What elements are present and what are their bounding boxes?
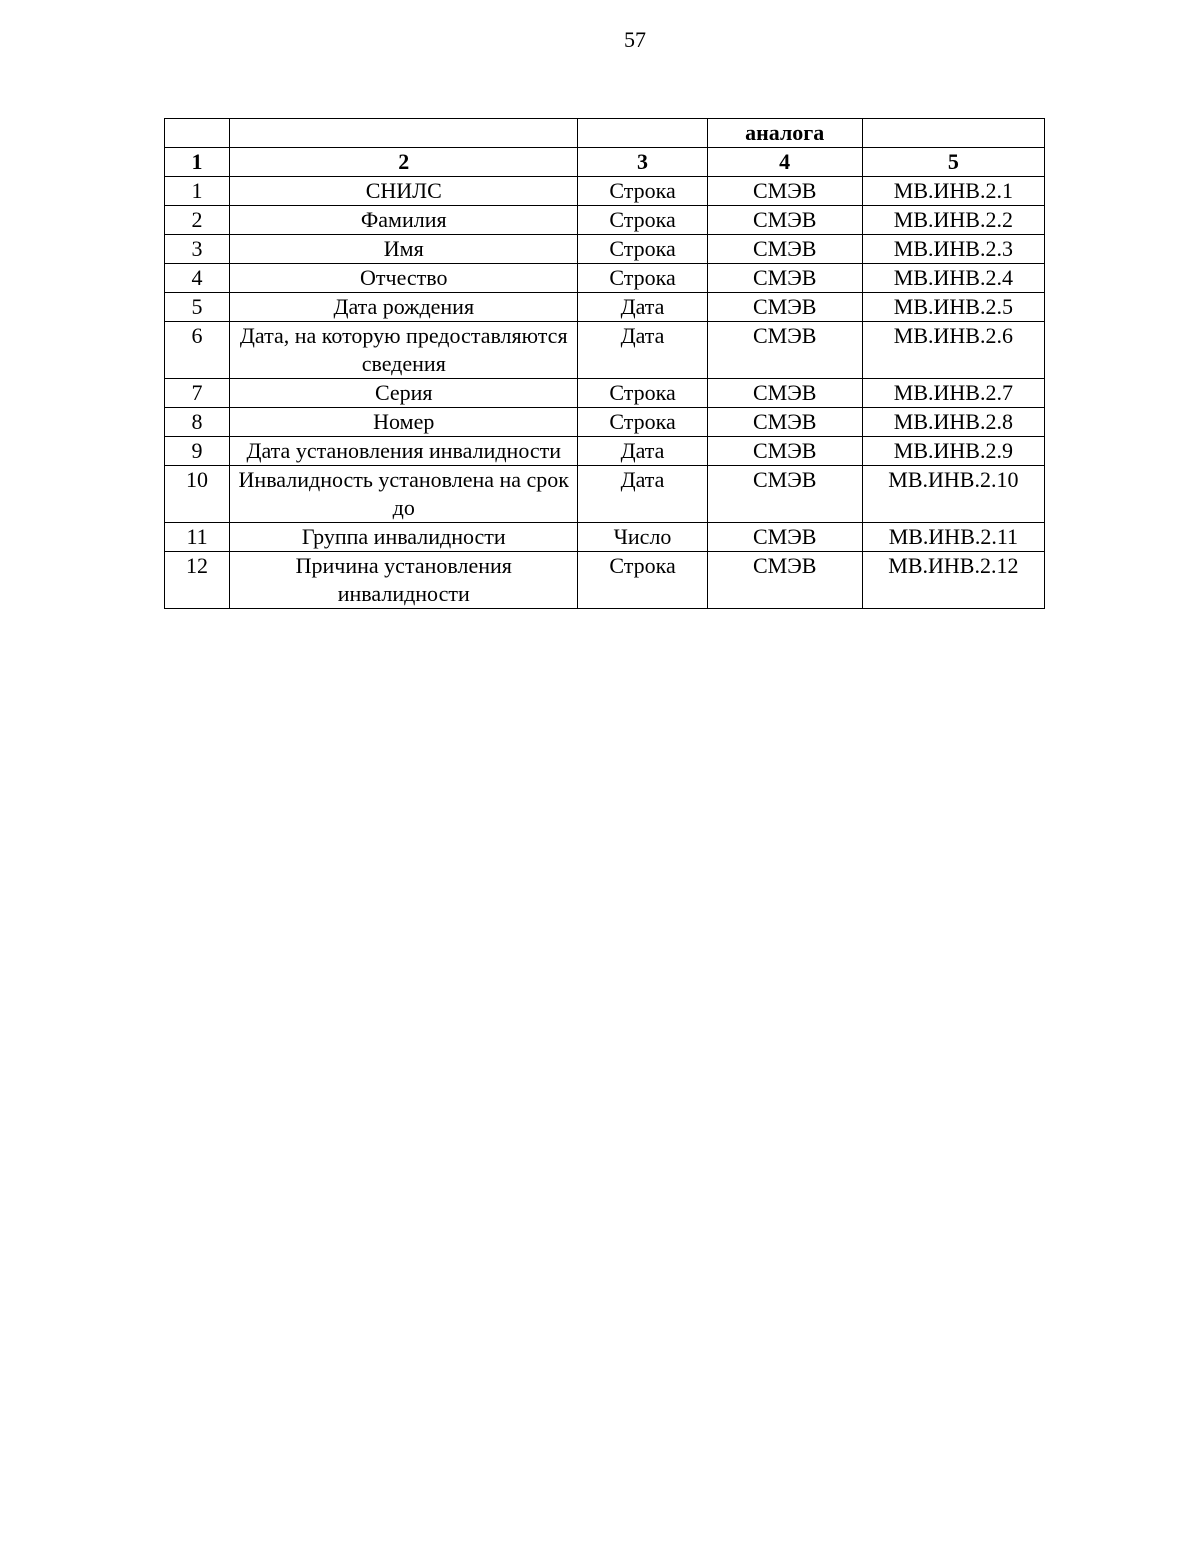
field-name: Имя [230, 235, 578, 264]
page-number: 57 [624, 27, 646, 52]
header-cell [578, 119, 707, 148]
field-code: МВ.ИНВ.2.2 [862, 206, 1044, 235]
field-source: СМЭВ [707, 466, 862, 523]
field-code: МВ.ИНВ.2.7 [862, 379, 1044, 408]
column-number: 3 [578, 148, 707, 177]
field-name: Дата установления инвалидности [230, 437, 578, 466]
row-number: 3 [165, 235, 230, 264]
row-number: 2 [165, 206, 230, 235]
field-code: МВ.ИНВ.2.12 [862, 552, 1044, 609]
header-continuation-row [165, 119, 1045, 148]
column-number: 2 [230, 148, 578, 177]
field-type: Строка [578, 235, 707, 264]
field-code: МВ.ИНВ.2.5 [862, 293, 1044, 322]
field-type: Дата [578, 466, 707, 523]
field-source: СМЭВ [707, 264, 862, 293]
table-row [165, 235, 1045, 264]
column-number: 5 [862, 148, 1044, 177]
field-type: Дата [578, 322, 707, 379]
row-number: 7 [165, 379, 230, 408]
field-name: Номер [230, 408, 578, 437]
field-code: МВ.ИНВ.2.9 [862, 437, 1044, 466]
row-number: 11 [165, 523, 230, 552]
table-row [165, 523, 1045, 552]
table-row [165, 206, 1045, 235]
field-name: СНИЛС [230, 177, 578, 206]
row-number: 6 [165, 322, 230, 379]
header-cell [230, 119, 578, 148]
row-number: 1 [165, 177, 230, 206]
field-source: СМЭВ [707, 552, 862, 609]
field-name: Дата, на которую предоставляются сведения [230, 322, 578, 379]
field-source: СМЭВ [707, 523, 862, 552]
row-number: 5 [165, 293, 230, 322]
field-source: СМЭВ [707, 322, 862, 379]
field-name: Фамилия [230, 206, 578, 235]
field-name: Отчество [230, 264, 578, 293]
row-number: 8 [165, 408, 230, 437]
field-code: МВ.ИНВ.2.3 [862, 235, 1044, 264]
field-source: СМЭВ [707, 379, 862, 408]
field-type: Строка [578, 552, 707, 609]
header-cell-source: аналога [707, 119, 862, 148]
field-type: Дата [578, 293, 707, 322]
field-type: Дата [578, 437, 707, 466]
field-code: МВ.ИНВ.2.1 [862, 177, 1044, 206]
field-name: Серия [230, 379, 578, 408]
field-name: Инвалидность установлена на срок до [230, 466, 578, 523]
column-number: 1 [165, 148, 230, 177]
field-name: Дата рождения [230, 293, 578, 322]
table-row [165, 177, 1045, 206]
field-code: МВ.ИНВ.2.8 [862, 408, 1044, 437]
header-cell [862, 119, 1044, 148]
table-row [165, 408, 1045, 437]
field-type: Строка [578, 264, 707, 293]
field-source: СМЭВ [707, 235, 862, 264]
header-cell [165, 119, 230, 148]
requisites-table [164, 118, 1045, 609]
field-source: СМЭВ [707, 408, 862, 437]
table-row [165, 264, 1045, 293]
field-name: Группа инвалидности [230, 523, 578, 552]
field-type: Строка [578, 408, 707, 437]
field-code: МВ.ИНВ.2.10 [862, 466, 1044, 523]
field-code: МВ.ИНВ.2.4 [862, 264, 1044, 293]
row-number: 9 [165, 437, 230, 466]
field-source: СМЭВ [707, 177, 862, 206]
row-number: 4 [165, 264, 230, 293]
column-number: 4 [707, 148, 862, 177]
row-number: 12 [165, 552, 230, 609]
field-type: Строка [578, 206, 707, 235]
table-row [165, 552, 1045, 609]
row-number: 10 [165, 466, 230, 523]
table-row [165, 322, 1045, 379]
field-source: СМЭВ [707, 293, 862, 322]
field-source: СМЭВ [707, 206, 862, 235]
table-row [165, 437, 1045, 466]
table-row [165, 379, 1045, 408]
table-row [165, 293, 1045, 322]
field-code: МВ.ИНВ.2.6 [862, 322, 1044, 379]
field-code: МВ.ИНВ.2.11 [862, 523, 1044, 552]
field-type: Строка [578, 177, 707, 206]
field-source: СМЭВ [707, 437, 862, 466]
table-row [165, 466, 1045, 523]
field-name: Причина установления инвалидности [230, 552, 578, 609]
field-type: Строка [578, 379, 707, 408]
column-numbers-row [165, 148, 1045, 177]
field-type: Число [578, 523, 707, 552]
